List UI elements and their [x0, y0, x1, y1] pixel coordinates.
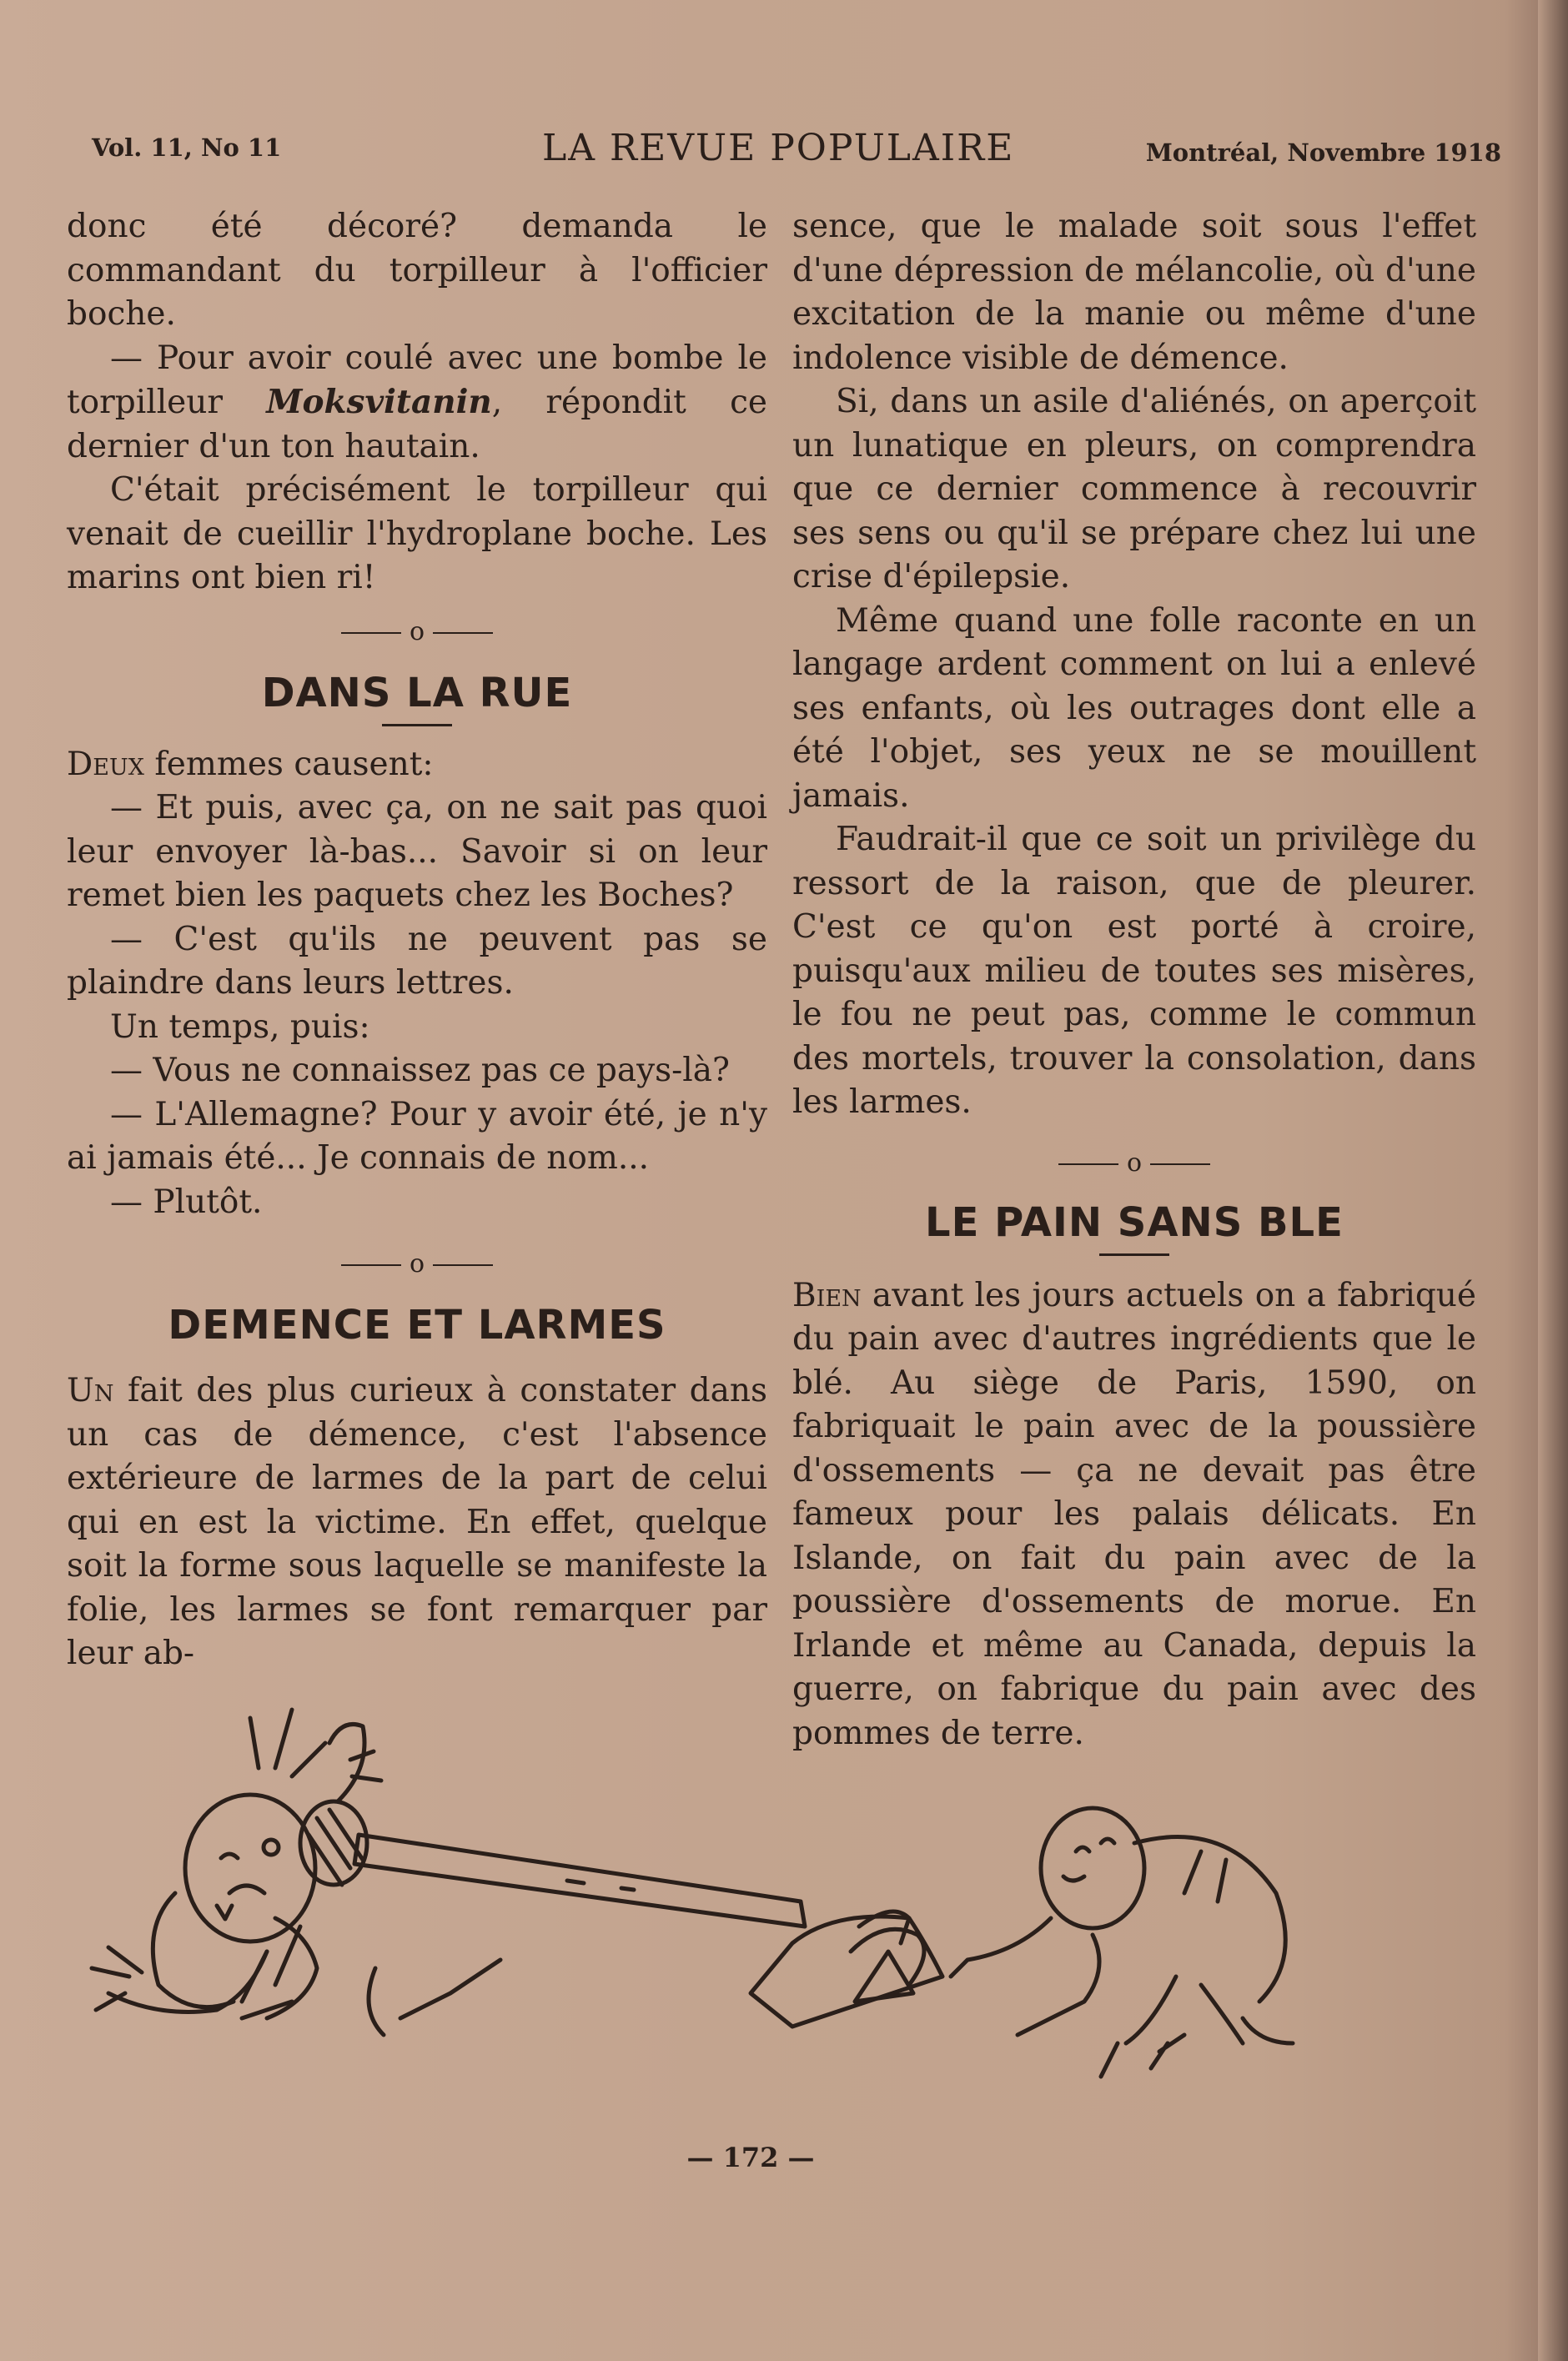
drop-word: Bien — [792, 1276, 862, 1314]
right-paragraph-1: sence, que le malade soit sous l'effet d'une dépression de mélancolie, où d'une excitation de la manie ou même d'une indolence visible de démence. — [792, 208, 1476, 377]
right-paragraph-4: Faudrait-il que ce soit un privilège du ressort de la raison, que de pleurer. C'est ce qu'on est porté à croire, puisqu'aux milieu de toutes ses misères, le fou ne peut pas, comme le commun des mortels, trouver la consolation, dans les larmes. — [792, 821, 1476, 1121]
cartoon-illustration — [50, 1701, 1485, 2118]
right-column — [792, 205, 1476, 1756]
pushing-man-figure — [951, 1808, 1293, 2077]
issue-date: Montréal, Novembre 1918 — [1145, 138, 1501, 167]
section1-paragraph-5: — Vous ne connaissez pas ce pays-là? — [110, 1052, 730, 1089]
section-title-dans-la-rue: DANS LA RUE — [261, 669, 573, 716]
intro-paragraph-1: donc été décoré? demanda le commandant du torpilleur à l'officier boche. — [67, 208, 767, 333]
section-separator: o — [792, 1147, 1476, 1180]
section1-paragraph-6: — L'Allemagne? Pour y avoir été, je n'y ai jamais été... Je connais de nom... — [67, 1095, 767, 1177]
section1-paragraph-2: — Et puis, avec ça, on ne sait pas quoi leur envoyer là-bas... Savoir si on leur remet bien les paquets chez les Boches? — [67, 789, 767, 914]
plane-tool — [751, 1911, 942, 2027]
section1-paragraph-4: Un temps, puis: — [110, 1007, 370, 1046]
section2-paragraph-1: Un fait des plus curieux à constater dans un cas de démence, c'est l'absence extérieure de larmes de la part de celui qui en est la victime. En effet, quelque soit la forme sous laquelle se manifeste la folie, les larmes se font remarquer par leur ab- — [67, 1372, 767, 1672]
section1-paragraph-3: — C'est qu'ils ne peuvent pas se plaindre dans leurs lettres. — [67, 920, 767, 1002]
section-separator: o — [67, 615, 767, 649]
right-paragraph-3: Même quand une folle raconte en un langage ardent comment on lui a enlevé ses enfants, où les outrages dont elle a été l'objet, ses yeux ne se mouillent jamais. — [792, 601, 1476, 815]
page-header — [92, 127, 1501, 177]
drop-word: Un — [67, 1372, 114, 1409]
left-column — [67, 205, 767, 1676]
section-separator: o — [67, 1248, 767, 1281]
fallen-man-figure — [92, 1710, 500, 2035]
drop-word: Deux — [67, 745, 144, 783]
section-title-le-pain-sans-ble: LE PAIN SANS BLE — [925, 1198, 1344, 1246]
section-title-demence-et-larmes: DEMENCE ET LARMES — [168, 1302, 666, 1349]
intro-paragraph-2: — Pour avoir coulé avec une bombe le torpilleur Moksvitanin, répondit ce dernier d'un ton hautain. — [67, 339, 767, 465]
page-number: — 172 — — [686, 2142, 815, 2173]
ship-name: Moksvitanin — [266, 383, 492, 421]
page-edge-shadow — [1538, 0, 1568, 2361]
intro-paragraph-3: C'était précisément le torpilleur qui venait de cueillir l'hydroplane boche. Les marins ont bien ri! — [67, 471, 767, 596]
volume-label: Vol. 11, No 11 — [92, 133, 282, 162]
right-paragraph-2: Si, dans un asile d'aliénés, on aperçoit un lunatique en pleurs, on comprendra que ce dernier commence à recouvrir ses sens ou qu'il se prépare chez lui une crise d'épilepsie. — [792, 383, 1476, 595]
publication-title: LA REVUE POPULAIRE — [542, 127, 1015, 169]
section1-paragraph-7: — Plutôt. — [110, 1183, 263, 1221]
section3-paragraph-1: Bien avant les jours actuels on a fabriqué du pain avec d'autres ingrédients que le blé. Au siège de Paris, 1590, on fabriquait le pain avec de la poussière d'ossements — ça ne devait pas être fameux pour les palais délicats. En Islande, on fait du pain avec de la poussière d'ossements de morue. En Irlande et même au Canada, depuis la guerre, on fabrique du pain avec des pommes de terre. — [792, 1276, 1476, 1752]
title-rule — [1099, 1253, 1169, 1256]
section1-paragraph-1: Deux femmes causent: — [67, 745, 434, 783]
title-rule — [382, 724, 452, 726]
